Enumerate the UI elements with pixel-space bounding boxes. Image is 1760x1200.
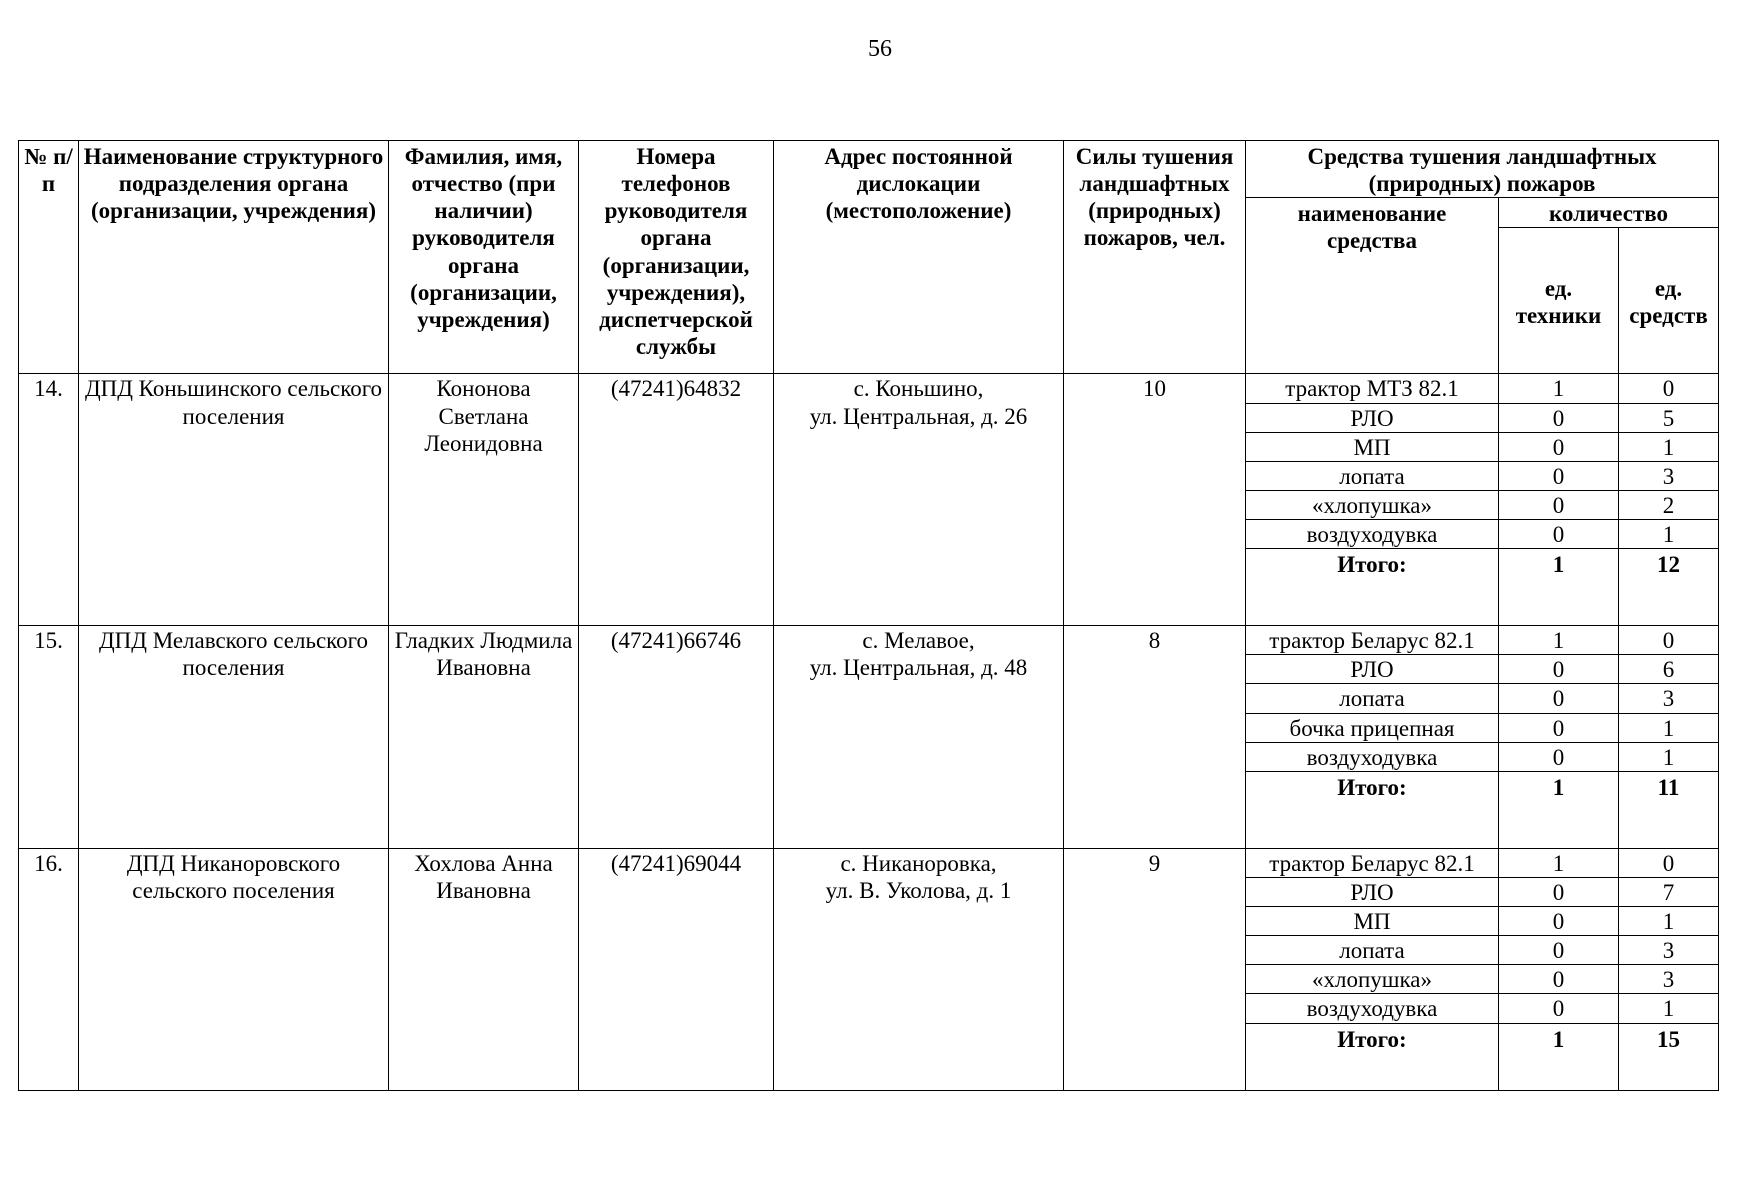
- qty-means: 0: [1619, 848, 1719, 877]
- means-name: лопата: [1246, 936, 1499, 965]
- qty-tech: 0: [1499, 461, 1619, 490]
- means-name: «хлопушка»: [1246, 965, 1499, 994]
- qty-means: 2: [1619, 490, 1719, 519]
- qty-means: 6: [1619, 655, 1719, 684]
- row-unit: ДПД Коньшинского сельского поселения: [79, 374, 389, 626]
- total-tech: 1: [1499, 549, 1619, 626]
- means-name: бочка прицепная: [1246, 713, 1499, 742]
- total-label: Итого:: [1246, 1023, 1499, 1090]
- row-forces: 9: [1064, 848, 1246, 1090]
- header-address: Адрес постоянной дислокации (местоположение): [774, 141, 1064, 374]
- qty-tech: 0: [1499, 965, 1619, 994]
- qty-tech: 1: [1499, 626, 1619, 655]
- address-line: с. Мелавое,: [862, 628, 975, 654]
- table-group: [19, 374, 1719, 626]
- qty-means: 3: [1619, 684, 1719, 713]
- row-num: 16.: [19, 848, 79, 1090]
- means-name: РЛО: [1246, 877, 1499, 906]
- qty-means: 1: [1619, 432, 1719, 461]
- qty-tech: 0: [1499, 655, 1619, 684]
- address-line: ул. В. Уколова, д. 1: [825, 877, 1012, 903]
- header-num: № п/п: [19, 141, 79, 374]
- qty-means: 3: [1619, 461, 1719, 490]
- row-unit: ДПД Мелавского сельского поселения: [79, 626, 389, 849]
- row-unit: ДПД Никаноровского сельского поселения: [79, 848, 389, 1090]
- means-name: трактор МТЗ 82.1: [1246, 374, 1499, 403]
- row-num: 14.: [19, 374, 79, 626]
- qty-means: 1: [1619, 994, 1719, 1023]
- qty-means: 0: [1619, 374, 1719, 403]
- means-name: трактор Беларус 82.1: [1246, 626, 1499, 655]
- qty-tech: 0: [1499, 877, 1619, 906]
- total-tech: 1: [1499, 771, 1619, 848]
- qty-means: 3: [1619, 965, 1719, 994]
- total-means: 15: [1619, 1023, 1719, 1090]
- means-name: воздуходувка: [1246, 742, 1499, 771]
- qty-means: 3: [1619, 936, 1719, 965]
- means-name: трактор Беларус 82.1: [1246, 848, 1499, 877]
- table-row: [19, 626, 1719, 655]
- qty-tech: 0: [1499, 742, 1619, 771]
- header-qty-tech: ед. техники: [1499, 228, 1619, 374]
- qty-means: 1: [1619, 907, 1719, 936]
- row-forces: 8: [1064, 626, 1246, 849]
- header-quantity: количество: [1499, 198, 1719, 228]
- qty-means: 1: [1619, 713, 1719, 742]
- header-unit: Наименование структурного подразделения органа (организации, учреждения): [79, 141, 389, 374]
- qty-tech: 0: [1499, 936, 1619, 965]
- qty-means: 1: [1619, 520, 1719, 549]
- qty-tech: 1: [1499, 848, 1619, 877]
- header-qty-means: ед. средств: [1619, 228, 1719, 374]
- address-line: ул. Центральная, д. 26: [809, 403, 1028, 429]
- row-address: [774, 374, 1064, 626]
- header-forces: Силы тушения ландшафтных (природных) пожаров, чел.: [1064, 141, 1246, 374]
- qty-means: 1: [1619, 742, 1719, 771]
- row-phone: (47241)69044: [579, 848, 774, 1090]
- header-means-name: наименование средства: [1246, 198, 1499, 374]
- means-name: лопата: [1246, 461, 1499, 490]
- table-group: [19, 626, 1719, 849]
- qty-tech: 0: [1499, 713, 1619, 742]
- total-label: Итого:: [1246, 549, 1499, 626]
- means-name: воздуходувка: [1246, 520, 1499, 549]
- header-head: Фамилия, имя, отчество (при наличии) руководителя органа (организации, учреждения): [389, 141, 579, 374]
- qty-tech: 0: [1499, 994, 1619, 1023]
- qty-tech: 0: [1499, 432, 1619, 461]
- row-num: 15.: [19, 626, 79, 849]
- row-head: Гладких Людмила Ивановна: [389, 626, 579, 849]
- means-name: «хлопушка»: [1246, 490, 1499, 519]
- table-row: [19, 374, 1719, 403]
- qty-tech: 0: [1499, 684, 1619, 713]
- address-line: с. Коньшино,: [853, 376, 984, 402]
- qty-means: 7: [1619, 877, 1719, 906]
- fire-means-table: [18, 140, 1719, 1091]
- means-name: РЛО: [1246, 403, 1499, 432]
- qty-tech: 0: [1499, 520, 1619, 549]
- address-line: ул. Центральная, д. 48: [809, 655, 1028, 681]
- total-means: 11: [1619, 771, 1719, 848]
- row-head: Кононова Светлана Леонидовна: [389, 374, 579, 626]
- table-row: [19, 848, 1719, 877]
- total-tech: 1: [1499, 1023, 1619, 1090]
- means-name: воздуходувка: [1246, 994, 1499, 1023]
- qty-tech: 1: [1499, 374, 1619, 403]
- means-name: РЛО: [1246, 655, 1499, 684]
- qty-tech: 0: [1499, 907, 1619, 936]
- means-name: МП: [1246, 907, 1499, 936]
- table-group: [19, 848, 1719, 1090]
- table-header: [19, 141, 1719, 374]
- header-phone: Номера телефонов руководителя органа (организации, учреждения), диспетчерской службы: [579, 141, 774, 374]
- address-line: с. Никаноровка,: [840, 850, 997, 876]
- page-number: 56: [868, 36, 892, 62]
- row-phone: (47241)66746: [579, 626, 774, 849]
- row-head: Хохлова Анна Ивановна: [389, 848, 579, 1090]
- header-means: Средства тушения ландшафтных (природных) пожаров: [1246, 141, 1719, 198]
- qty-tech: 0: [1499, 490, 1619, 519]
- means-name: МП: [1246, 432, 1499, 461]
- row-address: [774, 848, 1064, 1090]
- qty-means: 5: [1619, 403, 1719, 432]
- means-name: лопата: [1246, 684, 1499, 713]
- row-phone: (47241)64832: [579, 374, 774, 626]
- qty-tech: 0: [1499, 403, 1619, 432]
- total-means: 12: [1619, 549, 1719, 626]
- total-label: Итого:: [1246, 771, 1499, 848]
- row-forces: 10: [1064, 374, 1246, 626]
- qty-means: 0: [1619, 626, 1719, 655]
- row-address: [774, 626, 1064, 849]
